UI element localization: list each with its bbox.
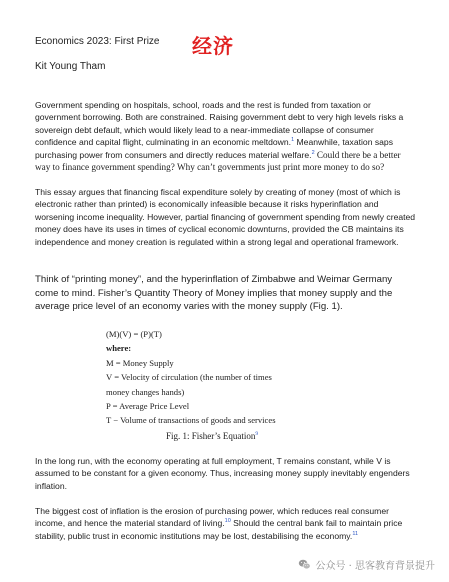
footnote-ref-10[interactable]: 10: [224, 518, 231, 525]
footnote-ref-1[interactable]: 1: [291, 137, 295, 144]
paragraph-1-text-c: Could there be a better way to finance government spending? Why can’t governments just print more money to do so?: [35, 149, 401, 173]
paragraph-1: [35, 99, 417, 173]
paragraph-4: In the long run, with the economy operating at full employment, T remains constant, while V is assumed to be constant for a given economy. Thus, increasing money supply inevitably engenders inflation.: [35, 456, 410, 491]
paragraph-5-text-a: The biggest cost of inflation is the erosion of purchasing power, which reduces real consumer income, and hence the material standard of living.: [35, 506, 389, 529]
equation-where: where:: [106, 343, 132, 354]
paragraph-1-text-a: Government spending on hospitals, school, roads and the rest is funded from taxation or government borrowing. Both are constrained. Raising government debt to very high levels risks a sovereign debt default, which would likely lead to a near-immediate collapse of consumer confidence and capital flight, culminating in an economic meltdown.: [35, 100, 404, 148]
footnote-ref-11[interactable]: 11: [352, 530, 359, 537]
equation-line-v2: money changes hands): [106, 386, 185, 397]
economics-stamp: 经济: [192, 34, 234, 58]
equation-line-v1: V = Velocity of circulation (the number of times: [106, 372, 272, 383]
paragraph-1-text-b: Meanwhile, taxation saps purchasing power from consumers and directly reduces material welfare.: [35, 137, 394, 160]
paragraph-5-text-b: Should the central bank fail to maintain price stability, public trust in economic institutions may be lost, destabilising the economy.: [35, 518, 403, 541]
fisher-equation-block: [106, 327, 276, 428]
equation-line-p: P = Average Price Level: [106, 401, 190, 412]
equation-line-t: T − Volume of transactions of goods and services: [106, 415, 276, 426]
footnote-ref-9[interactable]: 9: [255, 431, 259, 437]
watermark: [298, 557, 435, 572]
figure-caption: [166, 431, 258, 441]
watermark-text: 公众号 · 思客教育背景提升: [315, 561, 435, 572]
wechat-icon: [298, 558, 311, 571]
equation-formula: (M)(V) = (P)(T): [106, 329, 162, 339]
figure-caption-text: Fig. 1: Fisher’s Equation: [166, 431, 256, 441]
paragraph-5: [35, 505, 417, 542]
paragraph-2: This essay argues that financing fiscal expenditure solely by creating of money (most of which is electronic rather than printed) is economically infeasible because it risks hyperinflation and worsening income inequality. However, partial financing of government spending from newly created money does have its uses in times of cyclical economic downturns, provided the CB maintains its independence and money creation is regulated within a strong legal and operational framework.: [35, 187, 416, 247]
footnote-ref-2[interactable]: 2: [311, 149, 315, 156]
document-title: Economics 2023: First Prize: [35, 36, 160, 47]
equation-line-m: M = Money Supply: [106, 357, 174, 368]
paragraph-3: Think of “printing money”, and the hyperinflation of Zimbabwe and Weimar Germany come to mind. Fisher’s Quantity Theory of Money implies that money supply and the average price level of an economy varies with the money supply (Fig. 1).: [35, 274, 393, 313]
author-name: Kit Young Tham: [35, 61, 106, 72]
